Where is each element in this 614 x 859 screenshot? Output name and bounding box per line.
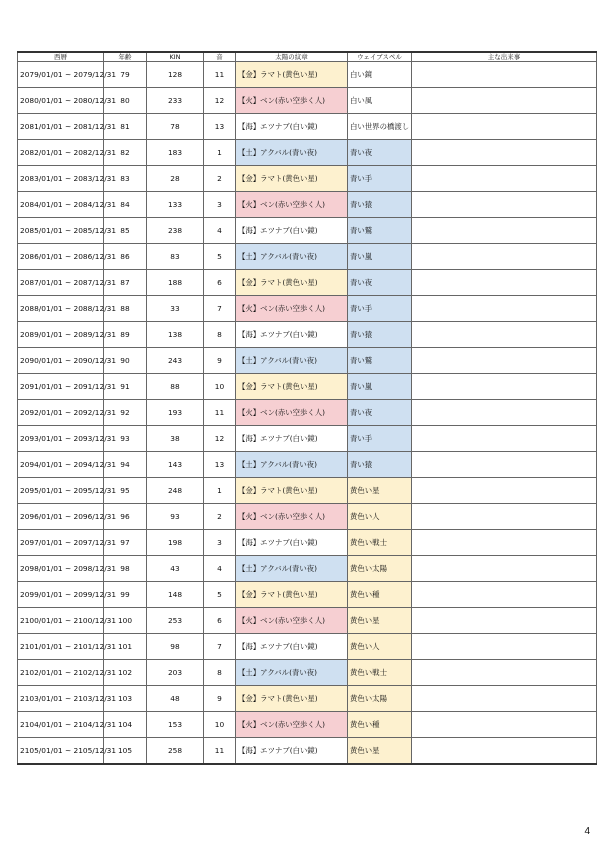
table-row <box>18 218 597 244</box>
tone-cell: 9 <box>204 348 236 374</box>
tone-cell: 6 <box>204 270 236 296</box>
date-cell: 2098/01/01 ~ 2098/12/31 <box>18 556 104 582</box>
kin-cell: 183 <box>147 140 204 166</box>
wavespell-cell: 青い夜 <box>348 270 412 296</box>
date-cell: 2104/01/01 ~ 2104/12/31 <box>18 712 104 738</box>
kin-cell: 198 <box>147 530 204 556</box>
age-cell: 88 <box>104 296 147 322</box>
solar-seal-cell: 【火】ベン(赤い空歩く人) <box>236 296 348 322</box>
table-row <box>18 686 597 712</box>
age-cell: 100 <box>104 608 147 634</box>
age-cell: 102 <box>104 660 147 686</box>
event-cell <box>412 322 597 348</box>
kin-cell: 238 <box>147 218 204 244</box>
table-row <box>18 712 597 738</box>
event-cell <box>412 504 597 530</box>
kin-cell: 33 <box>147 296 204 322</box>
kin-cell: 133 <box>147 192 204 218</box>
tone-cell: 11 <box>204 738 236 765</box>
calendar-table <box>17 51 597 765</box>
kin-cell: 48 <box>147 686 204 712</box>
wavespell-cell: 青い手 <box>348 166 412 192</box>
table-row <box>18 530 597 556</box>
date-cell: 2087/01/01 ~ 2087/12/31 <box>18 270 104 296</box>
solar-seal-cell: 【金】ラマト(黄色い星) <box>236 686 348 712</box>
tone-cell: 11 <box>204 400 236 426</box>
kin-cell: 258 <box>147 738 204 765</box>
table-row <box>18 114 597 140</box>
solar-seal-cell: 【火】ベン(赤い空歩く人) <box>236 192 348 218</box>
date-cell: 2091/01/01 ~ 2091/12/31 <box>18 374 104 400</box>
solar-seal-cell: 【海】エツナブ(白い鏡) <box>236 634 348 660</box>
date-cell: 2096/01/01 ~ 2096/12/31 <box>18 504 104 530</box>
page-number: 4 <box>584 826 590 837</box>
table-row <box>18 88 597 114</box>
table-row <box>18 504 597 530</box>
solar-seal-cell: 【火】ベン(赤い空歩く人) <box>236 608 348 634</box>
solar-seal-cell: 【金】ラマト(黄色い星) <box>236 478 348 504</box>
event-cell <box>412 712 597 738</box>
header-wavespell: ウェイブスペル <box>348 52 412 62</box>
solar-seal-cell: 【火】ベン(赤い空歩く人) <box>236 88 348 114</box>
date-cell: 2095/01/01 ~ 2095/12/31 <box>18 478 104 504</box>
tone-cell: 10 <box>204 374 236 400</box>
kin-cell: 98 <box>147 634 204 660</box>
date-cell: 2093/01/01 ~ 2093/12/31 <box>18 426 104 452</box>
table-row <box>18 426 597 452</box>
date-cell: 2081/01/01 ~ 2081/12/31 <box>18 114 104 140</box>
event-cell <box>412 452 597 478</box>
kin-cell: 128 <box>147 62 204 88</box>
table-row <box>18 556 597 582</box>
solar-seal-cell: 【火】ベン(赤い空歩く人) <box>236 712 348 738</box>
table-row <box>18 270 597 296</box>
wavespell-cell: 白い鏡 <box>348 62 412 88</box>
age-cell: 94 <box>104 452 147 478</box>
age-cell: 83 <box>104 166 147 192</box>
kin-cell: 83 <box>147 244 204 270</box>
event-cell <box>412 686 597 712</box>
wavespell-cell: 黄色い戦士 <box>348 660 412 686</box>
wavespell-cell: 黄色い星 <box>348 738 412 765</box>
wavespell-cell: 白い風 <box>348 88 412 114</box>
tone-cell: 5 <box>204 582 236 608</box>
solar-seal-cell: 【海】エツナブ(白い鏡) <box>236 426 348 452</box>
event-cell <box>412 166 597 192</box>
wavespell-cell: 青い猿 <box>348 322 412 348</box>
date-cell: 2092/01/01 ~ 2092/12/31 <box>18 400 104 426</box>
solar-seal-cell: 【火】ベン(赤い空歩く人) <box>236 504 348 530</box>
solar-seal-cell: 【土】アクバル(青い夜) <box>236 244 348 270</box>
wavespell-cell: 黄色い種 <box>348 582 412 608</box>
header-age: 年齢 <box>104 52 147 62</box>
date-cell: 2085/01/01 ~ 2085/12/31 <box>18 218 104 244</box>
table-row <box>18 478 597 504</box>
tone-cell: 10 <box>204 712 236 738</box>
kin-cell: 143 <box>147 452 204 478</box>
age-cell: 96 <box>104 504 147 530</box>
date-cell: 2099/01/01 ~ 2099/12/31 <box>18 582 104 608</box>
header-western-year: 西暦 <box>18 52 104 62</box>
wavespell-cell: 黄色い星 <box>348 608 412 634</box>
age-cell: 85 <box>104 218 147 244</box>
kin-cell: 253 <box>147 608 204 634</box>
event-cell <box>412 348 597 374</box>
table-row <box>18 244 597 270</box>
solar-seal-cell: 【土】アクバル(青い夜) <box>236 140 348 166</box>
date-cell: 2102/01/01 ~ 2102/12/31 <box>18 660 104 686</box>
wavespell-cell: 青い鷲 <box>348 348 412 374</box>
tone-cell: 2 <box>204 504 236 530</box>
tone-cell: 2 <box>204 166 236 192</box>
solar-seal-cell: 【金】ラマト(黄色い星) <box>236 270 348 296</box>
age-cell: 93 <box>104 426 147 452</box>
kin-cell: 28 <box>147 166 204 192</box>
table-row <box>18 296 597 322</box>
wavespell-cell: 黄色い戦士 <box>348 530 412 556</box>
event-cell <box>412 400 597 426</box>
wavespell-cell: 青い嵐 <box>348 244 412 270</box>
kin-cell: 38 <box>147 426 204 452</box>
date-cell: 2088/01/01 ~ 2088/12/31 <box>18 296 104 322</box>
date-cell: 2097/01/01 ~ 2097/12/31 <box>18 530 104 556</box>
solar-seal-cell: 【金】ラマト(黄色い星) <box>236 166 348 192</box>
age-cell: 89 <box>104 322 147 348</box>
date-cell: 2100/01/01 ~ 2100/12/31 <box>18 608 104 634</box>
solar-seal-cell: 【海】エツナブ(白い鏡) <box>236 530 348 556</box>
kin-cell: 138 <box>147 322 204 348</box>
tone-cell: 8 <box>204 660 236 686</box>
table-row <box>18 452 597 478</box>
wavespell-cell: 黄色い人 <box>348 504 412 530</box>
event-cell <box>412 218 597 244</box>
table-row <box>18 582 597 608</box>
wavespell-cell: 黄色い太陽 <box>348 686 412 712</box>
date-cell: 2105/01/01 ~ 2105/12/31 <box>18 738 104 765</box>
event-cell <box>412 426 597 452</box>
date-cell: 2089/01/01 ~ 2089/12/31 <box>18 322 104 348</box>
age-cell: 97 <box>104 530 147 556</box>
table-row <box>18 192 597 218</box>
solar-seal-cell: 【土】アクバル(青い夜) <box>236 556 348 582</box>
event-cell <box>412 530 597 556</box>
event-cell <box>412 140 597 166</box>
header-main-events: 主な出来事 <box>412 52 597 62</box>
age-cell: 82 <box>104 140 147 166</box>
age-cell: 103 <box>104 686 147 712</box>
event-cell <box>412 88 597 114</box>
table-row <box>18 634 597 660</box>
event-cell <box>412 738 597 765</box>
table-row <box>18 400 597 426</box>
event-cell <box>412 478 597 504</box>
tone-cell: 1 <box>204 140 236 166</box>
wavespell-cell: 青い嵐 <box>348 374 412 400</box>
header-row <box>18 52 597 62</box>
age-cell: 95 <box>104 478 147 504</box>
event-cell <box>412 244 597 270</box>
age-cell: 81 <box>104 114 147 140</box>
tone-cell: 13 <box>204 114 236 140</box>
wavespell-cell: 青い夜 <box>348 400 412 426</box>
age-cell: 105 <box>104 738 147 765</box>
solar-seal-cell: 【海】エツナブ(白い鏡) <box>236 738 348 765</box>
solar-seal-cell: 【金】ラマト(黄色い星) <box>236 62 348 88</box>
header-tone: 音 <box>204 52 236 62</box>
event-cell <box>412 660 597 686</box>
tone-cell: 5 <box>204 244 236 270</box>
table-row <box>18 62 597 88</box>
tone-cell: 6 <box>204 608 236 634</box>
age-cell: 79 <box>104 62 147 88</box>
wavespell-cell: 黄色い種 <box>348 712 412 738</box>
kin-cell: 243 <box>147 348 204 374</box>
kin-cell: 233 <box>147 88 204 114</box>
kin-cell: 148 <box>147 582 204 608</box>
wavespell-cell: 青い夜 <box>348 140 412 166</box>
wavespell-cell: 青い猿 <box>348 192 412 218</box>
kin-cell: 153 <box>147 712 204 738</box>
date-cell: 2079/01/01 ~ 2079/12/31 <box>18 62 104 88</box>
date-cell: 2086/01/01 ~ 2086/12/31 <box>18 244 104 270</box>
table-row <box>18 140 597 166</box>
date-cell: 2103/01/01 ~ 2103/12/31 <box>18 686 104 712</box>
kin-cell: 203 <box>147 660 204 686</box>
table-row <box>18 608 597 634</box>
tone-cell: 9 <box>204 686 236 712</box>
event-cell <box>412 556 597 582</box>
age-cell: 86 <box>104 244 147 270</box>
wavespell-cell: 黄色い太陽 <box>348 556 412 582</box>
wavespell-cell: 白い世界の橋渡し <box>348 114 412 140</box>
wavespell-cell: 青い手 <box>348 296 412 322</box>
date-cell: 2094/01/01 ~ 2094/12/31 <box>18 452 104 478</box>
tone-cell: 7 <box>204 296 236 322</box>
solar-seal-cell: 【土】アクバル(青い夜) <box>236 452 348 478</box>
kin-cell: 193 <box>147 400 204 426</box>
wavespell-cell: 青い猿 <box>348 452 412 478</box>
age-cell: 92 <box>104 400 147 426</box>
tone-cell: 7 <box>204 634 236 660</box>
event-cell <box>412 192 597 218</box>
event-cell <box>412 114 597 140</box>
solar-seal-cell: 【火】ベン(赤い空歩く人) <box>236 400 348 426</box>
event-cell <box>412 374 597 400</box>
tone-cell: 1 <box>204 478 236 504</box>
age-cell: 104 <box>104 712 147 738</box>
tone-cell: 3 <box>204 192 236 218</box>
table-row <box>18 348 597 374</box>
event-cell <box>412 634 597 660</box>
date-cell: 2080/01/01 ~ 2080/12/31 <box>18 88 104 114</box>
table-row <box>18 374 597 400</box>
wavespell-cell: 青い手 <box>348 426 412 452</box>
kin-cell: 88 <box>147 374 204 400</box>
tone-cell: 4 <box>204 556 236 582</box>
table-row <box>18 660 597 686</box>
tone-cell: 12 <box>204 426 236 452</box>
wavespell-cell: 黄色い星 <box>348 478 412 504</box>
date-cell: 2083/01/01 ~ 2083/12/31 <box>18 166 104 192</box>
event-cell <box>412 608 597 634</box>
tone-cell: 12 <box>204 88 236 114</box>
date-cell: 2090/01/01 ~ 2090/12/31 <box>18 348 104 374</box>
kin-cell: 188 <box>147 270 204 296</box>
solar-seal-cell: 【金】ラマト(黄色い星) <box>236 374 348 400</box>
tone-cell: 3 <box>204 530 236 556</box>
solar-seal-cell: 【土】アクバル(青い夜) <box>236 660 348 686</box>
table-row <box>18 322 597 348</box>
header-kin: KIN <box>147 52 204 62</box>
age-cell: 99 <box>104 582 147 608</box>
kin-cell: 93 <box>147 504 204 530</box>
solar-seal-cell: 【金】ラマト(黄色い星) <box>236 582 348 608</box>
wavespell-cell: 黄色い人 <box>348 634 412 660</box>
solar-seal-cell: 【土】アクバル(青い夜) <box>236 348 348 374</box>
wavespell-cell: 青い鷲 <box>348 218 412 244</box>
solar-seal-cell: 【海】エツナブ(白い鏡) <box>236 218 348 244</box>
age-cell: 90 <box>104 348 147 374</box>
age-cell: 80 <box>104 88 147 114</box>
date-cell: 2084/01/01 ~ 2084/12/31 <box>18 192 104 218</box>
event-cell <box>412 296 597 322</box>
date-cell: 2101/01/01 ~ 2101/12/31 <box>18 634 104 660</box>
kin-cell: 78 <box>147 114 204 140</box>
kin-cell: 248 <box>147 478 204 504</box>
tone-cell: 13 <box>204 452 236 478</box>
table-row <box>18 738 597 765</box>
age-cell: 98 <box>104 556 147 582</box>
event-cell <box>412 62 597 88</box>
age-cell: 91 <box>104 374 147 400</box>
date-cell: 2082/01/01 ~ 2082/12/31 <box>18 140 104 166</box>
solar-seal-cell: 【海】エツナブ(白い鏡) <box>236 322 348 348</box>
age-cell: 87 <box>104 270 147 296</box>
tone-cell: 8 <box>204 322 236 348</box>
header-solar-seal: 太陽の紋章 <box>236 52 348 62</box>
event-cell <box>412 582 597 608</box>
table-row <box>18 166 597 192</box>
tone-cell: 11 <box>204 62 236 88</box>
tone-cell: 4 <box>204 218 236 244</box>
event-cell <box>412 270 597 296</box>
kin-cell: 43 <box>147 556 204 582</box>
age-cell: 84 <box>104 192 147 218</box>
solar-seal-cell: 【海】エツナブ(白い鏡) <box>236 114 348 140</box>
age-cell: 101 <box>104 634 147 660</box>
